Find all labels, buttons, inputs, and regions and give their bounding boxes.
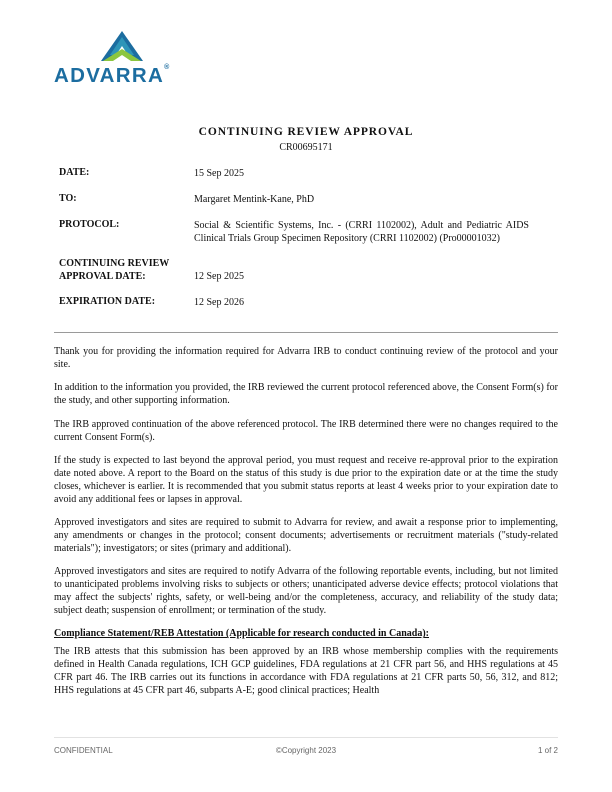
expiration-label: EXPIRATION DATE: — [59, 296, 156, 307]
expiration-row — [59, 296, 529, 309]
expiration-value: 12 Sep 2026 — [194, 297, 244, 308]
document-title: CONTINUING REVIEW APPROVAL — [198, 126, 414, 138]
section-divider — [54, 332, 558, 333]
protocol-row — [59, 219, 529, 245]
advarra-wordmark: ADVARRA® — [54, 64, 170, 87]
protocol-value: Social & Scientific Systems, Inc. - (CRRI 1102002), Adult and Pediatric AIDS Clinical Trials Group Specimen Repository (CRRI 1102002) (Pro00001032) — [194, 220, 529, 244]
approval-info-block — [59, 167, 529, 309]
paragraph: In addition to the information you provided, the IRB reviewed the current protocol referenced above, the Consent Form(s) for the study, and other supporting information. — [54, 382, 558, 407]
compliance-text: The IRB attests that this submission has been approved by an IRB whose membership complies with the requirements defined in Health Canada regulations, ICH GCP guidelines, FDA regulations at 21 CFR part 56, and HHS regulations at 45 CFR part 46. The IRB carries out its functions in accordance with FDA regulations at 21 CFR parts 50, 56, 312, and 812; HHS regulations at 45 CFR part 46, subparts A-E; good clinical practices; Health — [54, 646, 558, 697]
paragraph: The IRB approved continuation of the above referenced protocol. The IRB determined there were no changes required to the current Consent Form(s). — [54, 418, 558, 443]
approval-label-line1: CONTINUING REVIEW — [59, 258, 170, 269]
to-label: TO: — [59, 193, 77, 204]
paragraph: Approved investigators and sites are required to submit to Advarra for review, and await a response prior to implementing, any amendments or changes in the protocol; consent documents; advertisements or recruitment materials ("study-related materials"); investigators; or sites (primary and additional). — [54, 517, 558, 554]
footer-confidential: CONFIDENTIAL — [54, 746, 113, 755]
paragraph: If the study is expected to last beyond the approval period, you must request and receive re-approval prior to the expiration date noted above. A report to the Board on the status of this study is due prior to the expiration date or at the time the study closes, whichever is earlier. It is recommended that you submit status reports at least 4 weeks prior to your expiration date to avoid any additional fees or lapses in approval. — [54, 454, 558, 505]
document-reference: CR00695171 — [279, 142, 333, 153]
letter-body — [54, 346, 558, 708]
footer-copyright: ©Copyright 2023 — [275, 746, 337, 755]
date-value: 15 Sep 2025 — [194, 168, 244, 179]
paragraph: Thank you for providing the information required for Advarra IRB to conduct continuing review of the protocol and your site. — [54, 346, 558, 370]
compliance-heading: Compliance Statement/REB Attestation (Applicable for research conducted in Canada): — [54, 628, 429, 640]
approval-label-line2: APPROVAL DATE: — [59, 271, 146, 282]
date-label: DATE: — [59, 167, 90, 178]
to-value: Margaret Mentink-Kane, PhD — [194, 194, 315, 205]
to-row — [59, 193, 529, 206]
date-row — [59, 167, 529, 180]
protocol-label: PROTOCOL: — [59, 219, 120, 230]
approval-date-label — [59, 257, 194, 283]
footer-divider — [54, 737, 558, 738]
footer-page-number: 1 of 2 — [537, 746, 558, 755]
paragraph: Approved investigators and sites are required to notify Advarra of the following reportable events, including, but not limited to unanticipated problems involving risks to subjects or others; unanticipated adverse device effects; protocol violations that may affect the subjects' rights, safety, or well-being and/or the completeness, accuracy, and reliability of the study data; subject death; suspension of enrollment; or termination of the study. — [54, 566, 558, 616]
approval-date-value: 12 Sep 2025 — [194, 271, 244, 282]
approval-date-row — [59, 257, 529, 283]
